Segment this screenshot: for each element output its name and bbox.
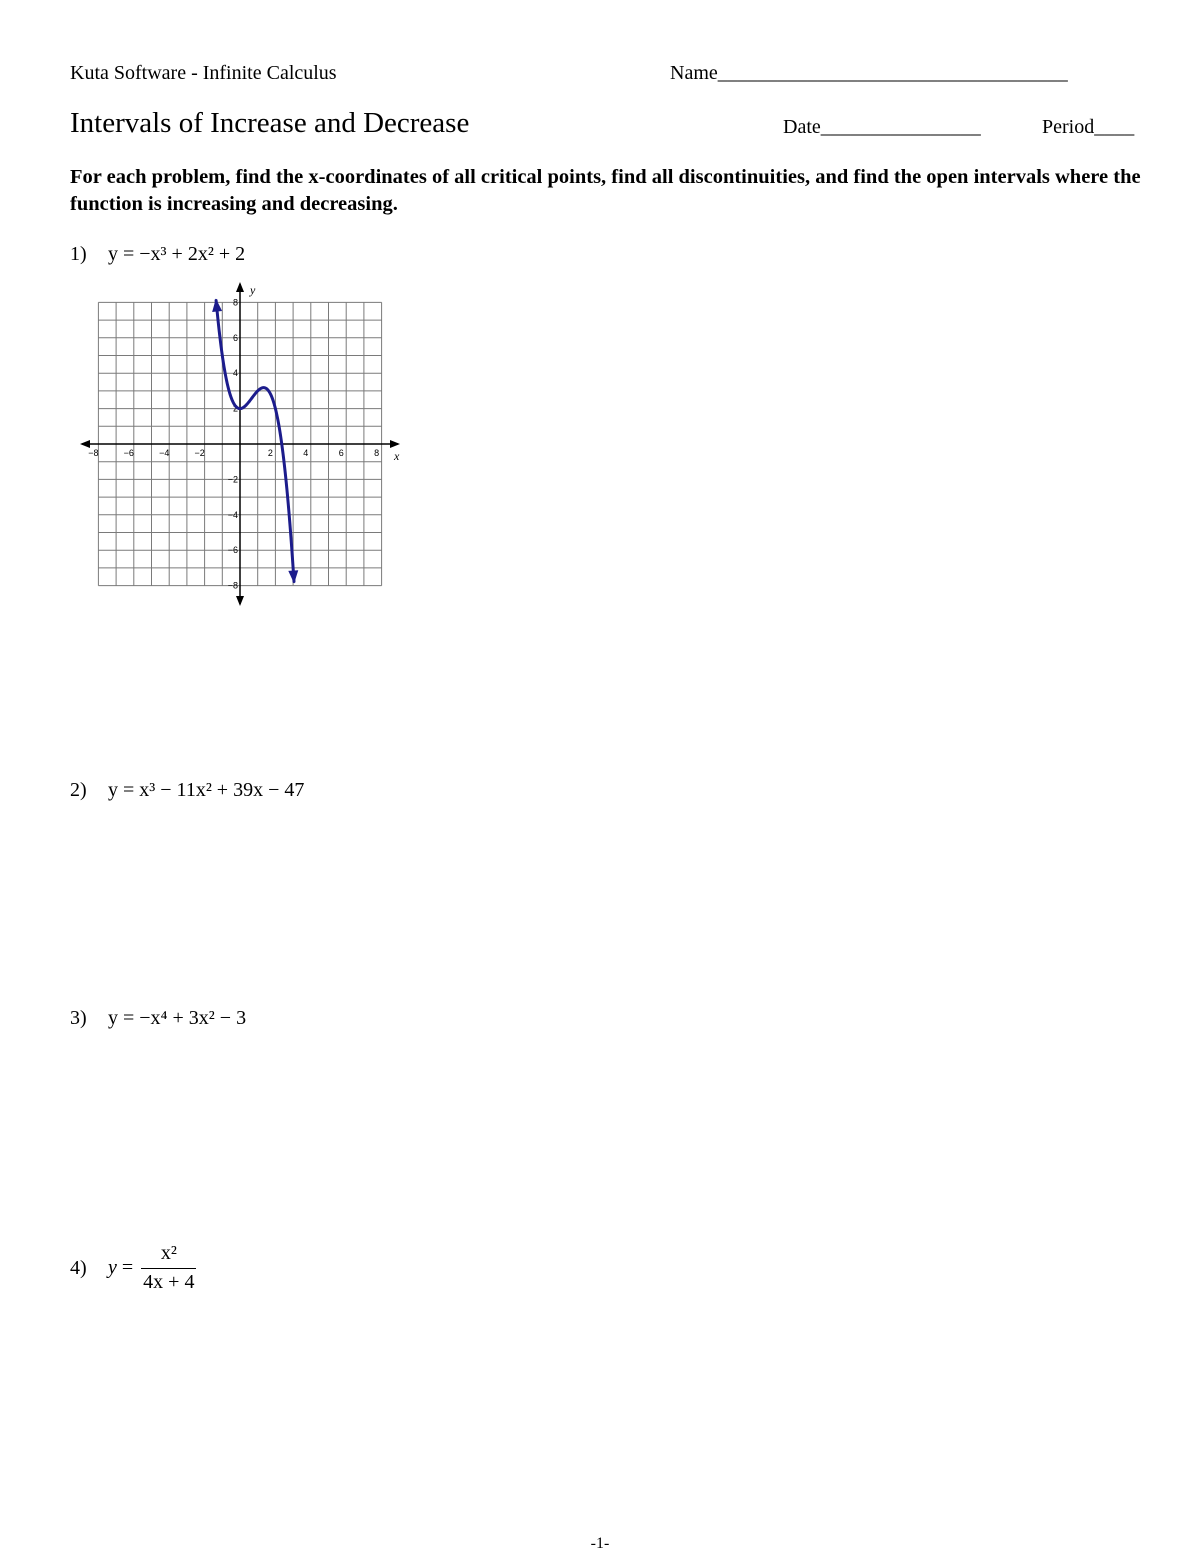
x-tick-label: −4 <box>159 448 170 458</box>
x-tick-label: 6 <box>338 448 344 458</box>
problem-number: 3) <box>70 1007 87 1029</box>
function-curve <box>216 301 294 582</box>
fraction <box>141 1242 196 1294</box>
name-field[interactable]: Name___________________________________ <box>670 62 1068 84</box>
y-axis-arrow-down <box>236 596 244 606</box>
problem-equation: y = −x⁴ + 3x² − 3 <box>108 1007 247 1029</box>
software-label: Kuta Software - Infinite Calculus <box>70 62 337 84</box>
problem-1-graph <box>78 282 408 607</box>
page-number: -1- <box>590 1535 610 1552</box>
x-tick-label: −8 <box>88 448 99 458</box>
fraction-denominator: 4x + 4 <box>141 1268 196 1294</box>
worksheet-title: Intervals of Increase and Decrease <box>70 107 470 139</box>
y-tick-label: −6 <box>227 545 238 556</box>
x-tick-label: 4 <box>303 448 309 458</box>
x-tick-label: 2 <box>267 448 273 458</box>
x-axis-arrow-left <box>80 440 90 448</box>
problem-2 <box>70 779 304 802</box>
problem-number: 1) <box>70 243 87 265</box>
problem-number: 4) <box>70 1256 87 1279</box>
curve-arrow-bottom <box>288 570 298 583</box>
period-field[interactable]: Period____ <box>1042 116 1135 138</box>
y-tick-label: 2 <box>232 403 238 414</box>
curve-arrows <box>212 299 298 584</box>
x-tick-label: 8 <box>374 448 380 458</box>
problem-equation: y = x³ − 11x² + 39x − 47 <box>108 779 305 801</box>
graph-axes <box>80 282 400 606</box>
y-tick-label: −8 <box>227 580 238 591</box>
y-tick-label: 4 <box>232 368 238 379</box>
y-tick-label: −2 <box>227 474 238 485</box>
x-axis-label: x <box>394 449 400 463</box>
problem-3 <box>70 1007 246 1030</box>
problem-equation: y = −x³ + 2x² + 2 <box>108 243 246 265</box>
x-tick-label: −2 <box>194 448 205 458</box>
x-axis-arrow-right <box>390 440 400 448</box>
y-tick-label: 8 <box>232 297 238 308</box>
problem-1 <box>70 243 245 266</box>
fraction-numerator: x² <box>160 1242 177 1264</box>
y-tick-label: 6 <box>232 332 238 343</box>
problem-4: 4) y = $\frac{\text{x²}}{4x + 4}$ <box>70 1242 195 1293</box>
instructions: For each problem, find the x-coordinates of all critical points, find all discontinuities, and find the open intervals where the function is increasing and decreasing. <box>70 166 1141 215</box>
y-tick-label: −4 <box>227 509 238 520</box>
y-axis-label: y <box>250 283 256 297</box>
date-field[interactable]: Date________________ <box>783 116 981 138</box>
problem-number: 2) <box>70 779 87 801</box>
x-tick-label: −6 <box>123 448 134 458</box>
y-axis-arrow-up <box>236 282 244 292</box>
